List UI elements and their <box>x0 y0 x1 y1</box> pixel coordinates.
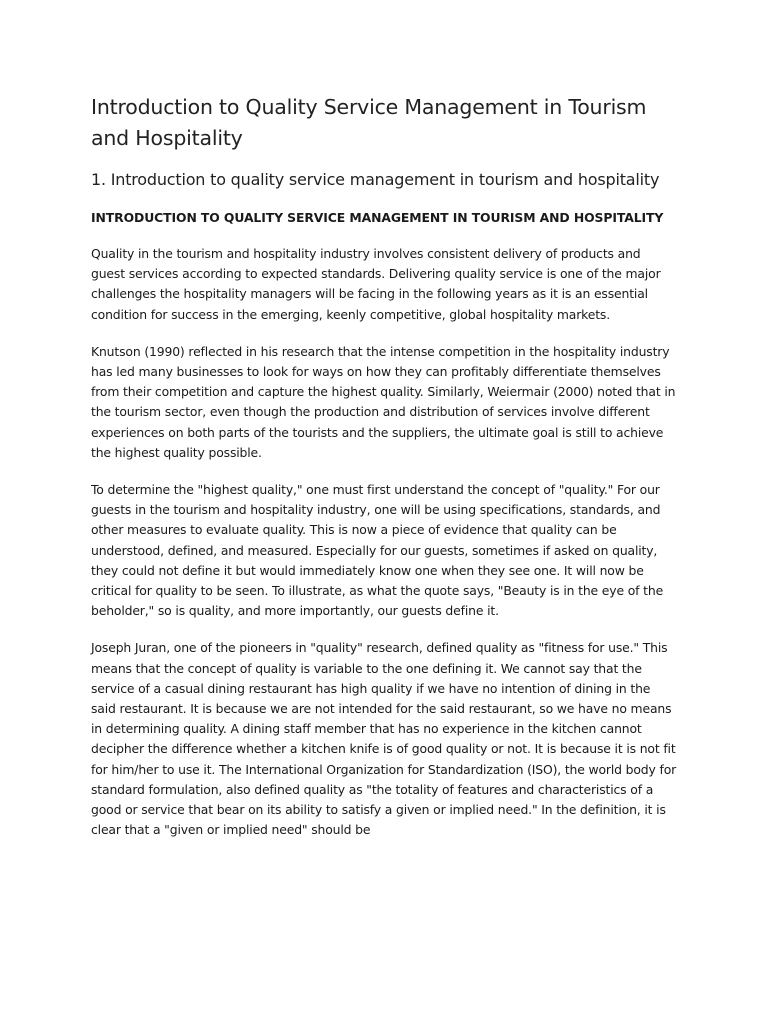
sub-heading: INTRODUCTION TO QUALITY SERVICE MANAGEMENT IN TOURISM AND HOSPITALITY <box>91 210 664 225</box>
paragraph-highest-quality: To determine the "highest quality," one must first understand the concept of "quality." For our guests in the tourism and hospitality industry, one will be using specifications, standards, and other measures to evaluate quality. This is now a piece of evidence that quality can be understood, defined, and measured. Especially for our guests, sometimes if asked on quality, they could not define it but would immediately know one when they see one. It will now be critical for quality to be seen. To illustrate, as what the quote says, "Beauty is in the eye of the beholder," so is quality, and more importantly, our guests define it. <box>91 482 664 619</box>
section-title: 1. Introduction to quality service management in tourism and hospitality <box>91 170 660 189</box>
paragraph-knutson-research: Knutson (1990) reflected in his research that the intense competition in the hospitality industry has led many businesses to look for ways on how they can profitably differentiate themselves from their competition and capture the highest quality. Similarly, Weiermair (2000) noted that in the tourism sector, even though the production and distribution of services involve different experiences on both parts of the tourists and the suppliers, the ultimate goal is still to achieve the highest quality possible. <box>91 343 676 460</box>
document-content <box>91 92 677 840</box>
document-title: Introduction to Quality Service Management in Tourism and Hospitality <box>91 95 647 150</box>
paragraph-quality-definition: Quality in the tourism and hospitality industry involves consistent delivery of products and guest services according to expected standards. Delivering quality service is one of the major challenges the hospitality managers will be facing in the following years as it is an essential condition for success in the emerging, keenly competitive, global hospitality markets. <box>91 246 661 322</box>
paragraph-joseph-juran: Joseph Juran, one of the pioneers in "quality" research, defined quality as "fitness for use." This means that the concept of quality is variable to the one defining it. We cannot say that the service of a casual dining restaurant has high quality if we have no intention of dining in the said restaurant. It is because we are not intended for the said restaurant, so we have no means in determining quality. A dining staff member that has no experience in the kitchen cannot decipher the difference whether a kitchen knife is of good quality or not. It is because it is not fit for him/her to use it. The International Organization for Standardization (ISO), the world body for standard formulation, also defined quality as "the totality of features and characteristics of a good or service that bear on its ability to satisfy a given or implied need." In the definition, it is clear that a "given or implied need" should be <box>91 640 677 838</box>
